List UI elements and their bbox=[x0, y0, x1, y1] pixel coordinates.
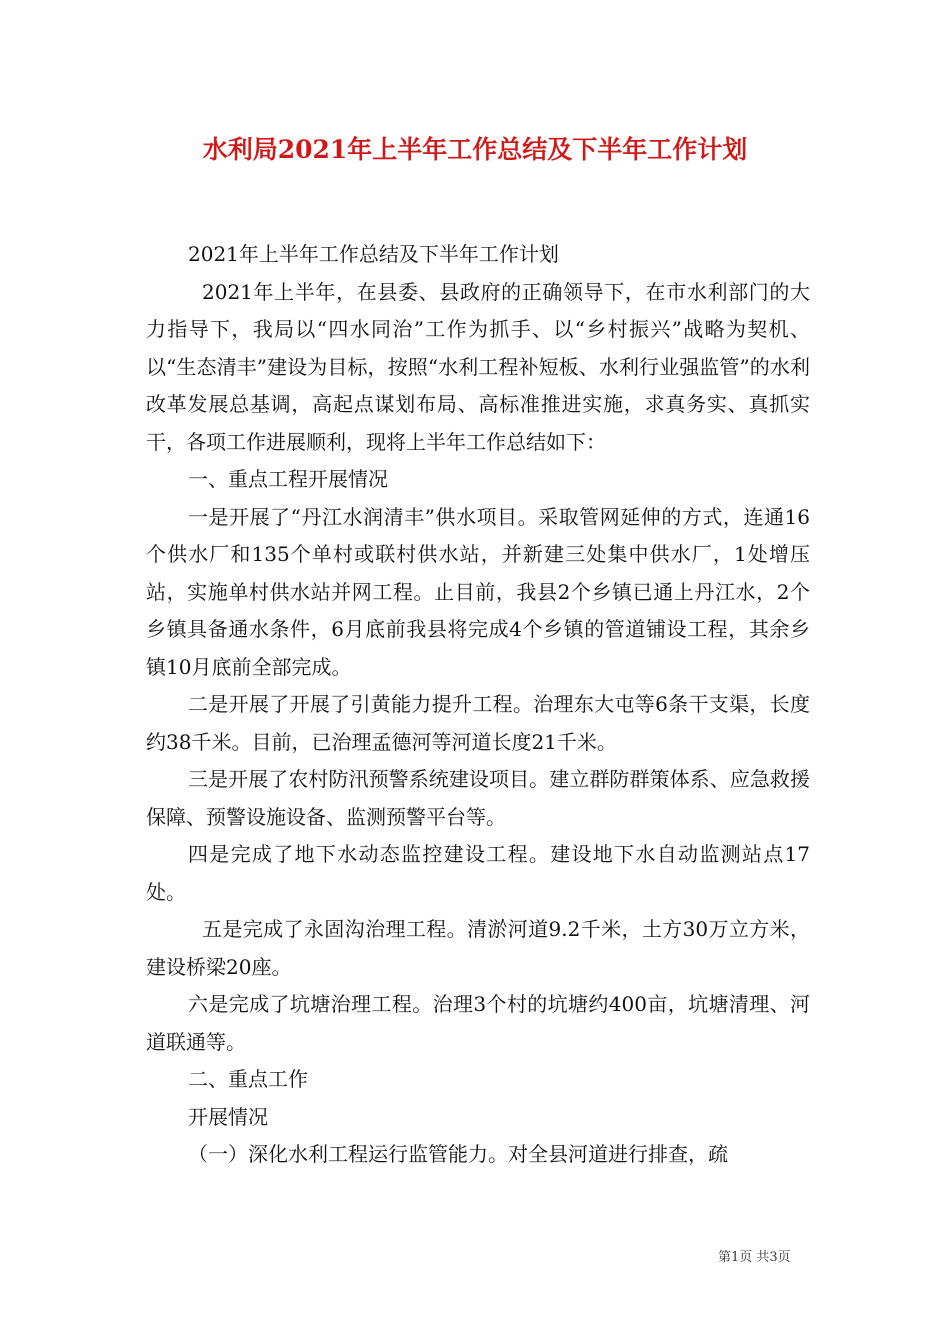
paragraph-work-1: （一）深化水利工程运行监管能力。对全县河道进行排查，疏 bbox=[188, 1142, 728, 1166]
document-title: 水利局2021年上半年工作总结及下半年工作计划 bbox=[202, 135, 748, 164]
document-body bbox=[146, 236, 810, 1174]
section-heading-2-cont: 开展情况 bbox=[188, 1104, 268, 1129]
paragraph-project-2: 二是开展了开展了引黄能力提升工程。治理东大屯等6条干支渠，长度约38千米。目前，已治理孟德河等河道长度21千米。 bbox=[146, 692, 810, 754]
paragraph-project-5: 五是完成了永固沟治理工程。清淤河道9.2千米，土方30万立方米，建设桥梁20座。 bbox=[146, 917, 810, 979]
document-subtitle: 2021年上半年工作总结及下半年工作计划 bbox=[188, 242, 559, 266]
page-number: 第1页 共3页 bbox=[718, 1250, 791, 1265]
section-heading-1: 一、重点工程开展情况 bbox=[188, 467, 388, 491]
paragraph-project-6: 六是完成了坑塘治理工程。治理3个村的坑塘约400亩，坑塘清理、河道联通等。 bbox=[146, 992, 810, 1054]
paragraph-project-1: 一是开展了“丹江水润清丰”供水项目。采取管网延伸的方式，连通16个供水厂和135个单村或联村供水站，并新建三处集中供水厂，1处增压站，实施单村供水站并网工程。止目前，我县2个乡镇已通上丹江水，2个乡镇具备通水条件，6月底前我县将完成4个乡镇的管道铺设工程，其余乡镇10月底前全部完成。 bbox=[146, 504, 810, 679]
paragraph-project-3: 三是开展了农村防汛预警系统建设项目。建立群防群策体系、应急救援保障、预警设施设备、监测预警平台等。 bbox=[146, 767, 810, 829]
intro-paragraph: 2021年上半年，在县委、县政府的正确领导下，在市水利部门的大力指导下，我局以“四水同治”工作为抓手、以“乡村振兴”战略为契机、以“生态清丰”建设为目标，按照“水利工程补短板、水利行业强监管”的水利改革发展总基调，高起点谋划布局、高标准推进实施，求真务实、真抓实干，各项工作进展顺利，现将上半年工作总结如下： bbox=[146, 279, 810, 454]
section-heading-2: 二、重点工作 bbox=[188, 1067, 308, 1091]
paragraph-project-4: 四是完成了地下水动态监控建设工程。建设地下水自动监测站点17处。 bbox=[146, 842, 810, 904]
